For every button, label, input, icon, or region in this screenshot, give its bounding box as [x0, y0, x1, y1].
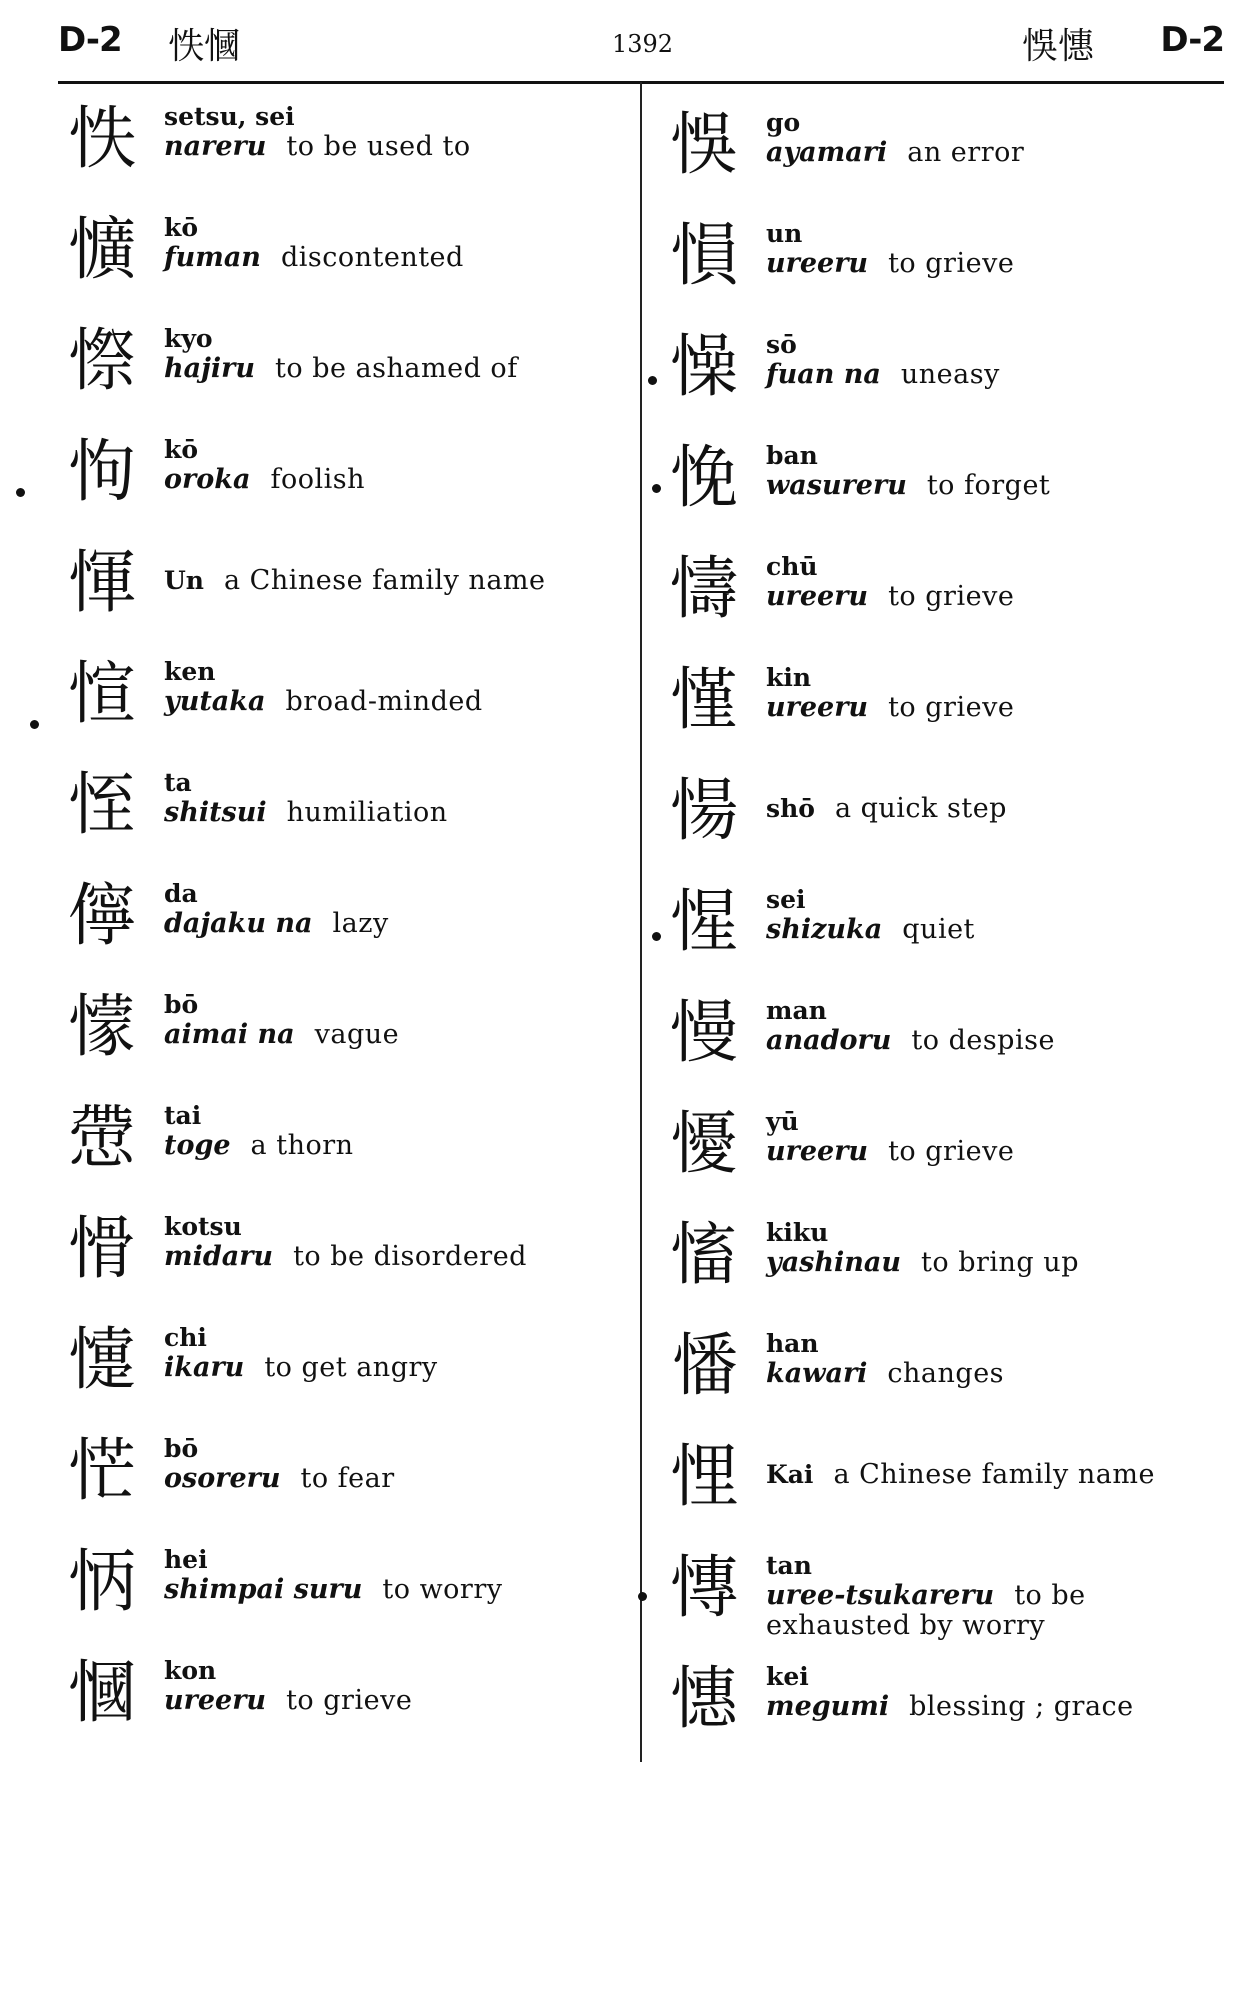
entry-reading: chū: [766, 552, 818, 581]
entry-meaning: vague: [314, 1019, 400, 1050]
entry-word: ureeru: [766, 248, 869, 279]
kanji-character: 懮: [670, 1105, 739, 1184]
kanji-character: 慖: [68, 1654, 137, 1733]
entry-reading: shō: [766, 794, 815, 823]
entry-meaning: quiet: [902, 914, 975, 945]
entry-word: osoreru: [164, 1463, 281, 1494]
kanji-character: 憏: [68, 322, 137, 401]
entry-word: dajaku na: [164, 908, 313, 939]
entry-reading: un: [766, 219, 803, 248]
entry-reading: ban: [766, 441, 818, 470]
entry-word: hajiru: [164, 353, 256, 384]
entry-meaning: to forget: [926, 470, 1051, 501]
entry-meaning: to grieve: [888, 581, 1015, 612]
entry-meaning: an error: [907, 137, 1025, 168]
kanji-character: 悝: [670, 1438, 739, 1517]
entry-reading: kon: [164, 1656, 217, 1685]
entry-meaning: discontented: [280, 242, 464, 273]
entry-meaning: to get angry: [264, 1352, 438, 1383]
entry-meaning: to worry: [382, 1574, 503, 1605]
entry-meaning: a Chinese family name: [223, 565, 546, 596]
entry-meaning: to grieve: [888, 248, 1015, 279]
page-number: 1392: [612, 30, 674, 58]
entry-reading: kiku: [766, 1218, 829, 1247]
entry-word: aimai na: [164, 1019, 295, 1050]
entry-reading: da: [164, 879, 198, 908]
kanji-character: 惲: [68, 544, 137, 623]
entry-reading: tai: [164, 1101, 202, 1130]
entry-meaning: to be exhausted by worry: [766, 1580, 1086, 1641]
entry-word: midaru: [164, 1241, 274, 1272]
entry-meaning: to grieve: [286, 1685, 413, 1716]
guide-characters-left: 怢慖: [168, 26, 241, 67]
entry-meaning: to be used to: [286, 131, 471, 162]
margin-mark: [30, 720, 39, 729]
margin-mark: [16, 488, 25, 497]
entry-meaning: to be disordered: [293, 1241, 527, 1272]
entry-word: yashinau: [766, 1247, 902, 1278]
kanji-character: 懥: [68, 1321, 137, 1400]
entry-word: ureeru: [766, 581, 869, 612]
entry-meaning: a Chinese family name: [833, 1459, 1155, 1490]
entry-reading: kotsu: [164, 1212, 242, 1241]
entry-reading: bō: [164, 990, 199, 1019]
entry-reading: ta: [164, 768, 192, 797]
entry-word: ureeru: [164, 1685, 267, 1716]
page-header: [0, 0, 1234, 90]
entry-word: megumi: [766, 1691, 890, 1722]
entry-meaning: to despise: [911, 1025, 1055, 1056]
entry-word: uree-tsukareru: [766, 1580, 995, 1611]
kanji-character: 怐: [68, 433, 137, 512]
entry-meaning: to grieve: [888, 1136, 1015, 1167]
kanji-character: 慢: [670, 994, 739, 1073]
margin-mark: [638, 1592, 647, 1601]
margin-mark: [652, 932, 661, 941]
entry-word: ureeru: [766, 1136, 869, 1167]
entry-reading: kyo: [164, 324, 213, 353]
entry-reading: kō: [164, 213, 198, 242]
kanji-character: 儜: [68, 877, 137, 956]
kanji-character: 懭: [68, 211, 137, 290]
entry-reading: sei: [766, 885, 806, 914]
margin-mark: [652, 484, 661, 493]
kanji-character: 慸: [68, 1099, 137, 1178]
kanji-character: 懤: [670, 550, 739, 629]
kanji-character: 愪: [670, 217, 739, 296]
kanji-character: 怢: [68, 100, 137, 179]
entry-reading: tan: [766, 1551, 812, 1580]
entry-word: ikaru: [164, 1352, 245, 1383]
entry-word: wasureru: [766, 470, 907, 501]
entry-word: yutaka: [164, 686, 266, 717]
column-divider: [640, 82, 642, 1762]
kanji-character: 愓: [670, 772, 739, 851]
entry-word: ureeru: [766, 692, 869, 723]
entry-word: fuan na: [766, 359, 881, 390]
section-code-left: D-2: [58, 20, 122, 60]
entry-meaning: a thorn: [250, 1130, 354, 1161]
kanji-character: 怲: [68, 1543, 137, 1622]
entry-word: kawari: [766, 1358, 868, 1389]
entry-meaning: blessing ; grace: [909, 1691, 1134, 1722]
entry-word: ayamari: [766, 137, 888, 168]
margin-mark: [648, 376, 657, 385]
entry-meaning: humiliation: [286, 797, 448, 828]
entry-reading: Un: [164, 566, 204, 595]
entry-meaning: changes: [887, 1358, 1005, 1389]
entry-reading: ken: [164, 657, 216, 686]
entry-reading: yū: [766, 1107, 799, 1136]
entry-meaning: to fear: [300, 1463, 395, 1494]
kanji-character: 憓: [670, 1660, 739, 1739]
entry-reading: setsu, sei: [164, 102, 295, 131]
kanji-character: 懆: [670, 328, 739, 407]
entry-word: nareru: [164, 131, 267, 162]
kanji-character: 慉: [670, 1216, 739, 1295]
entry-reading: bō: [164, 1434, 199, 1463]
kanji-character: 憣: [670, 1327, 739, 1406]
kanji-character: 悞: [670, 106, 739, 185]
entry-word: anadoru: [766, 1025, 892, 1056]
entry-reading: hei: [164, 1545, 208, 1574]
section-code-right: D-2: [1160, 20, 1224, 60]
entry-meaning: uneasy: [900, 359, 1000, 390]
kanji-character: 懞: [68, 988, 137, 1067]
entry-word: shimpai suru: [164, 1574, 363, 1605]
entry-meaning: broad-minded: [285, 686, 483, 717]
entry-meaning: a quick step: [834, 793, 1007, 824]
entry-reading: go: [766, 108, 801, 137]
entry-word: shizuka: [766, 914, 883, 945]
entry-word: oroka: [164, 464, 251, 495]
entry-reading: kei: [766, 1662, 809, 1691]
entry-word: shitsui: [164, 797, 267, 828]
kanji-character: 慱: [670, 1549, 739, 1628]
entry-reading: chi: [164, 1323, 207, 1352]
kanji-character: 慬: [670, 661, 739, 740]
kanji-character: 恎: [68, 766, 137, 845]
entry-reading: han: [766, 1329, 819, 1358]
entry-reading: sō: [766, 330, 797, 359]
kanji-character: 愃: [68, 655, 137, 734]
entry-reading: kō: [164, 435, 198, 464]
kanji-character: 惺: [670, 883, 739, 962]
entry-word: fuman: [164, 242, 261, 273]
entry-reading: Kai: [766, 1460, 814, 1489]
entry-meaning: foolish: [270, 464, 365, 495]
kanji-character: 恾: [68, 1432, 137, 1511]
kanji-character: 悗: [670, 439, 739, 518]
guide-characters-right: 悞憓: [1021, 26, 1094, 67]
entry-word: toge: [164, 1130, 231, 1161]
entry-meaning: to bring up: [921, 1247, 1079, 1278]
entry-meaning: to grieve: [888, 692, 1015, 723]
entry-meaning: lazy: [332, 908, 389, 939]
kanji-character: 愲: [68, 1210, 137, 1289]
entry-reading: man: [766, 996, 827, 1025]
entry-meaning: to be ashamed of: [275, 353, 518, 384]
entry-reading: kin: [766, 663, 811, 692]
